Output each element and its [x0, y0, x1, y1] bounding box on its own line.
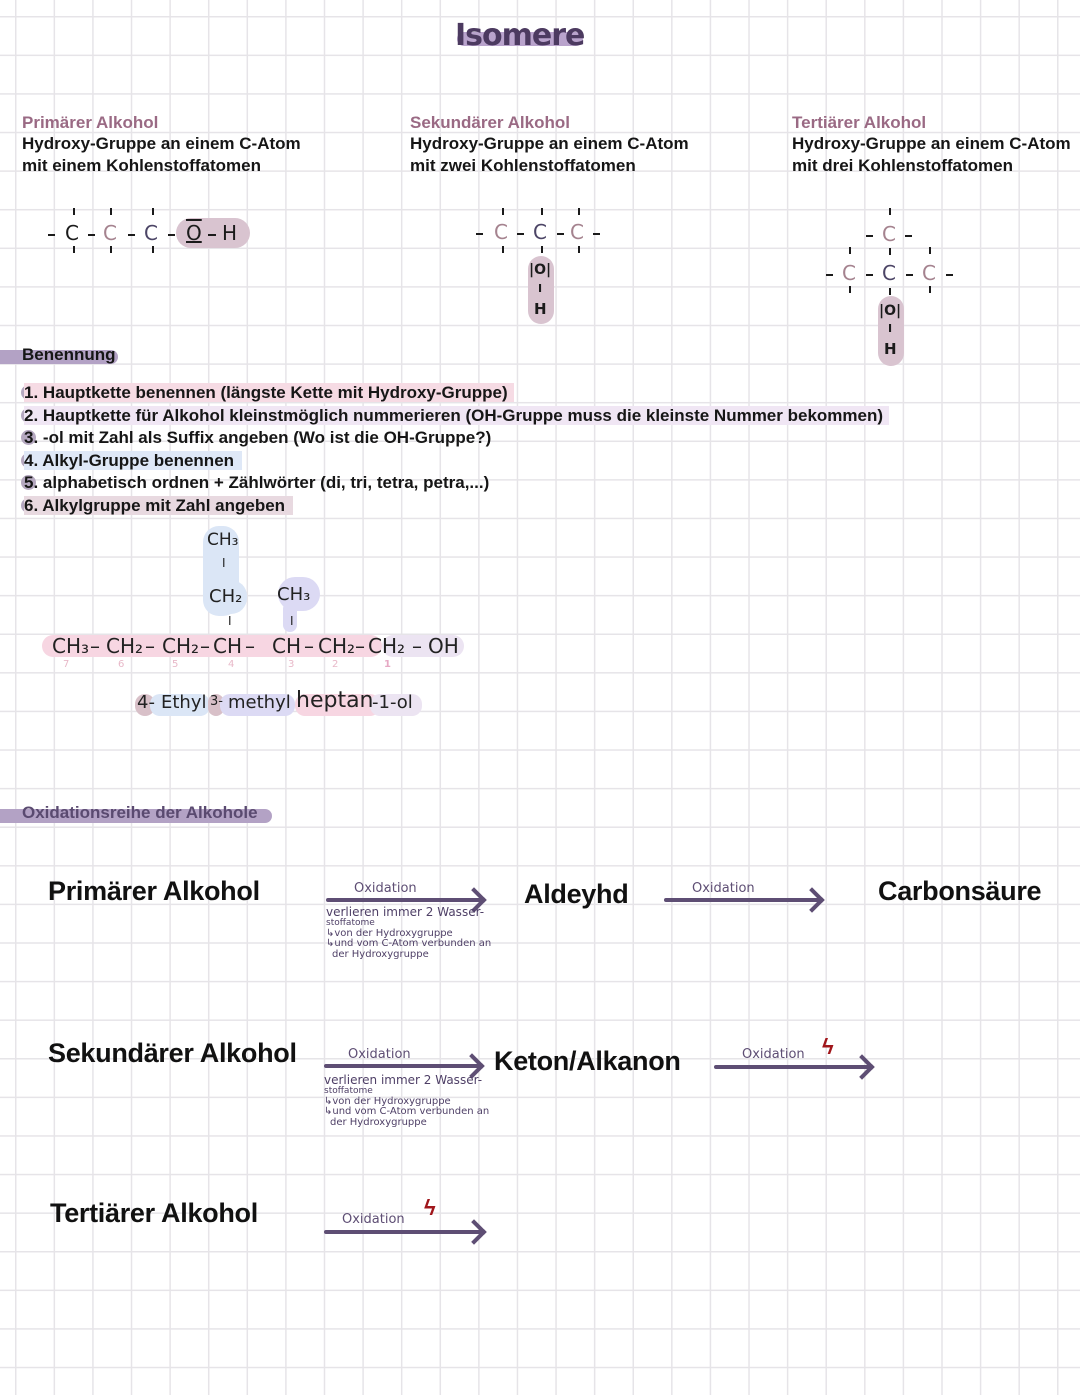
- naming-heading: Benennung: [22, 345, 116, 364]
- oxidation-label: Oxidation: [692, 881, 755, 896]
- naming-step: 5. alphabetisch ordnen + Zählwörter (di, tri, tetra, petra,...): [24, 472, 889, 495]
- oxidation-arrow: [324, 1064, 480, 1068]
- secondary-heading: Sekundärer Alkohol: [410, 113, 570, 132]
- carbon-atom: C: [65, 221, 79, 245]
- arrowhead-icon: [461, 1219, 486, 1244]
- primary-desc-1: Hydroxy-Gruppe an einem C-Atom: [22, 134, 301, 153]
- ketone-label: Keton/Alkanon: [494, 1046, 681, 1076]
- secondary-alcohol-block: [410, 112, 689, 177]
- methyl-locant: 3-: [210, 694, 223, 709]
- chain-atom: CH₃: [52, 634, 90, 658]
- naming-steps: [24, 382, 889, 517]
- chain-atom: CH: [272, 634, 302, 658]
- blocked-lightning-icon: ϟ: [822, 1034, 834, 1059]
- chain-atom: CH₂: [106, 634, 144, 658]
- arrowhead-icon: [849, 1054, 874, 1079]
- tertiary-desc-1: Hydroxy-Gruppe an einem C-Atom: [792, 134, 1071, 153]
- oxidation-label: Oxidation: [348, 1047, 411, 1062]
- page-title: Isomere: [455, 18, 585, 53]
- carboxylic-acid-label: Carbonsäure: [878, 876, 1042, 906]
- example-structure: CH₃ I CH₂ I CH₃ I CH₃ – CH₂ – CH₂ – CH – CH – CH₂ – CH₂ – OH 7 6 5 4 3 2 1 4- Ethyl 3- methyl heptan -1-ol: [40, 522, 480, 732]
- carbon-atom: C: [533, 220, 547, 244]
- naming-step: 2. Hauptkette für Alkohol kleinstmöglich nummerieren (OH-Gruppe muss die kleinste Nummer bekommen): [24, 405, 889, 428]
- oxidation-arrow: [324, 1230, 482, 1234]
- carbon-atom: C: [842, 261, 856, 285]
- carbon-atom: C: [570, 220, 584, 244]
- oxygen-atom: |O|: [879, 303, 902, 319]
- oxidation-arrow: [326, 898, 482, 902]
- carbon-atom: C: [922, 261, 936, 285]
- oxidation-label: Oxidation: [742, 1047, 805, 1062]
- arrowhead-icon: [799, 887, 824, 912]
- oxidation-note: verlieren immer 2 Wasser- stoffatome ↳von der Hydroxygruppe ↳und vom C-Atom verbunden an der Hydroxygruppe: [324, 1073, 490, 1128]
- secondary-desc-2: mit zwei Kohlenstoffatomen: [410, 156, 636, 175]
- methyl-name: methyl: [228, 692, 291, 713]
- hydrogen-atom: H: [222, 221, 238, 245]
- carbon-atom: C: [103, 221, 117, 245]
- tertiary-alcohol-label: Tertiärer Alkohol: [50, 1198, 258, 1228]
- chain-atom: CH₂: [318, 634, 356, 658]
- secondary-alcohol-label: Sekundärer Alkohol: [48, 1038, 297, 1068]
- secondary-desc-1: Hydroxy-Gruppe an einem C-Atom: [410, 134, 689, 153]
- carbon-atom: C: [882, 222, 896, 246]
- ethyl-ch2: CH₂: [209, 586, 243, 607]
- oxidation-arrow: [664, 898, 820, 902]
- secondary-molecule: [476, 206, 616, 326]
- ethyl-locant: 4-: [137, 692, 155, 713]
- naming-step: 1. Hauptkette benennen (längste Kette mit Hydroxy-Gruppe): [24, 382, 889, 405]
- primary-alcohol-label: Primärer Alkohol: [48, 876, 260, 906]
- aldehyde-label: Aldeyhd: [524, 879, 629, 909]
- hydrogen-atom: H: [534, 300, 547, 318]
- carbon-atom: C: [494, 220, 508, 244]
- naming-step: 6. Alkylgruppe mit Zahl angeben: [24, 495, 889, 518]
- naming-step: 3. -ol mit Zahl als Suffix angeben (Wo ist die OH-Gruppe?): [24, 427, 889, 450]
- carbon-atom: C: [882, 261, 896, 285]
- primary-alcohol-block: [22, 112, 301, 177]
- tertiary-alcohol-block: [792, 112, 1071, 177]
- naming-step: 4. Alkyl-Gruppe benennen: [24, 450, 889, 473]
- hydrogen-atom: H: [884, 340, 897, 358]
- ethyl-ch3: CH₃: [207, 530, 239, 550]
- oxygen-atom: O: [186, 221, 202, 245]
- carbon-atom: C: [144, 221, 158, 245]
- primary-desc-2: mit einem Kohlenstoffatomen: [22, 156, 261, 175]
- primary-molecule: [48, 208, 258, 258]
- primary-heading: Primärer Alkohol: [22, 113, 159, 132]
- oxidation-heading: Oxidationsreihe der Alkohole: [22, 803, 258, 822]
- suffix: -1-ol: [372, 692, 413, 713]
- ethyl-name: Ethyl: [161, 692, 207, 713]
- chain-atom: CH₂: [162, 634, 200, 658]
- oxidation-label: Oxidation: [342, 1212, 405, 1227]
- blocked-lightning-icon: ϟ: [424, 1195, 436, 1220]
- tertiary-molecule: [826, 206, 966, 366]
- bond: I: [888, 322, 893, 335]
- methyl-ch3: CH₃: [277, 584, 311, 605]
- oxidation-note: verlieren immer 2 Wasser- stoffatome ↳von der Hydroxygruppe ↳und vom C-Atom verbunden an der Hydroxygruppe: [326, 905, 492, 960]
- chain-atom: CH₂: [368, 634, 406, 658]
- chain-atom: OH: [428, 634, 459, 658]
- parent-chain-name: heptan: [296, 688, 374, 713]
- tertiary-desc-2: mit drei Kohlenstoffatomen: [792, 156, 1014, 175]
- oxidation-arrow: [714, 1065, 870, 1069]
- oxygen-atom: |O|: [529, 262, 552, 278]
- tertiary-heading: Tertiärer Alkohol: [792, 113, 927, 132]
- chain-atom: CH: [213, 634, 243, 658]
- bond: I: [538, 282, 543, 295]
- oxidation-label: Oxidation: [354, 881, 417, 896]
